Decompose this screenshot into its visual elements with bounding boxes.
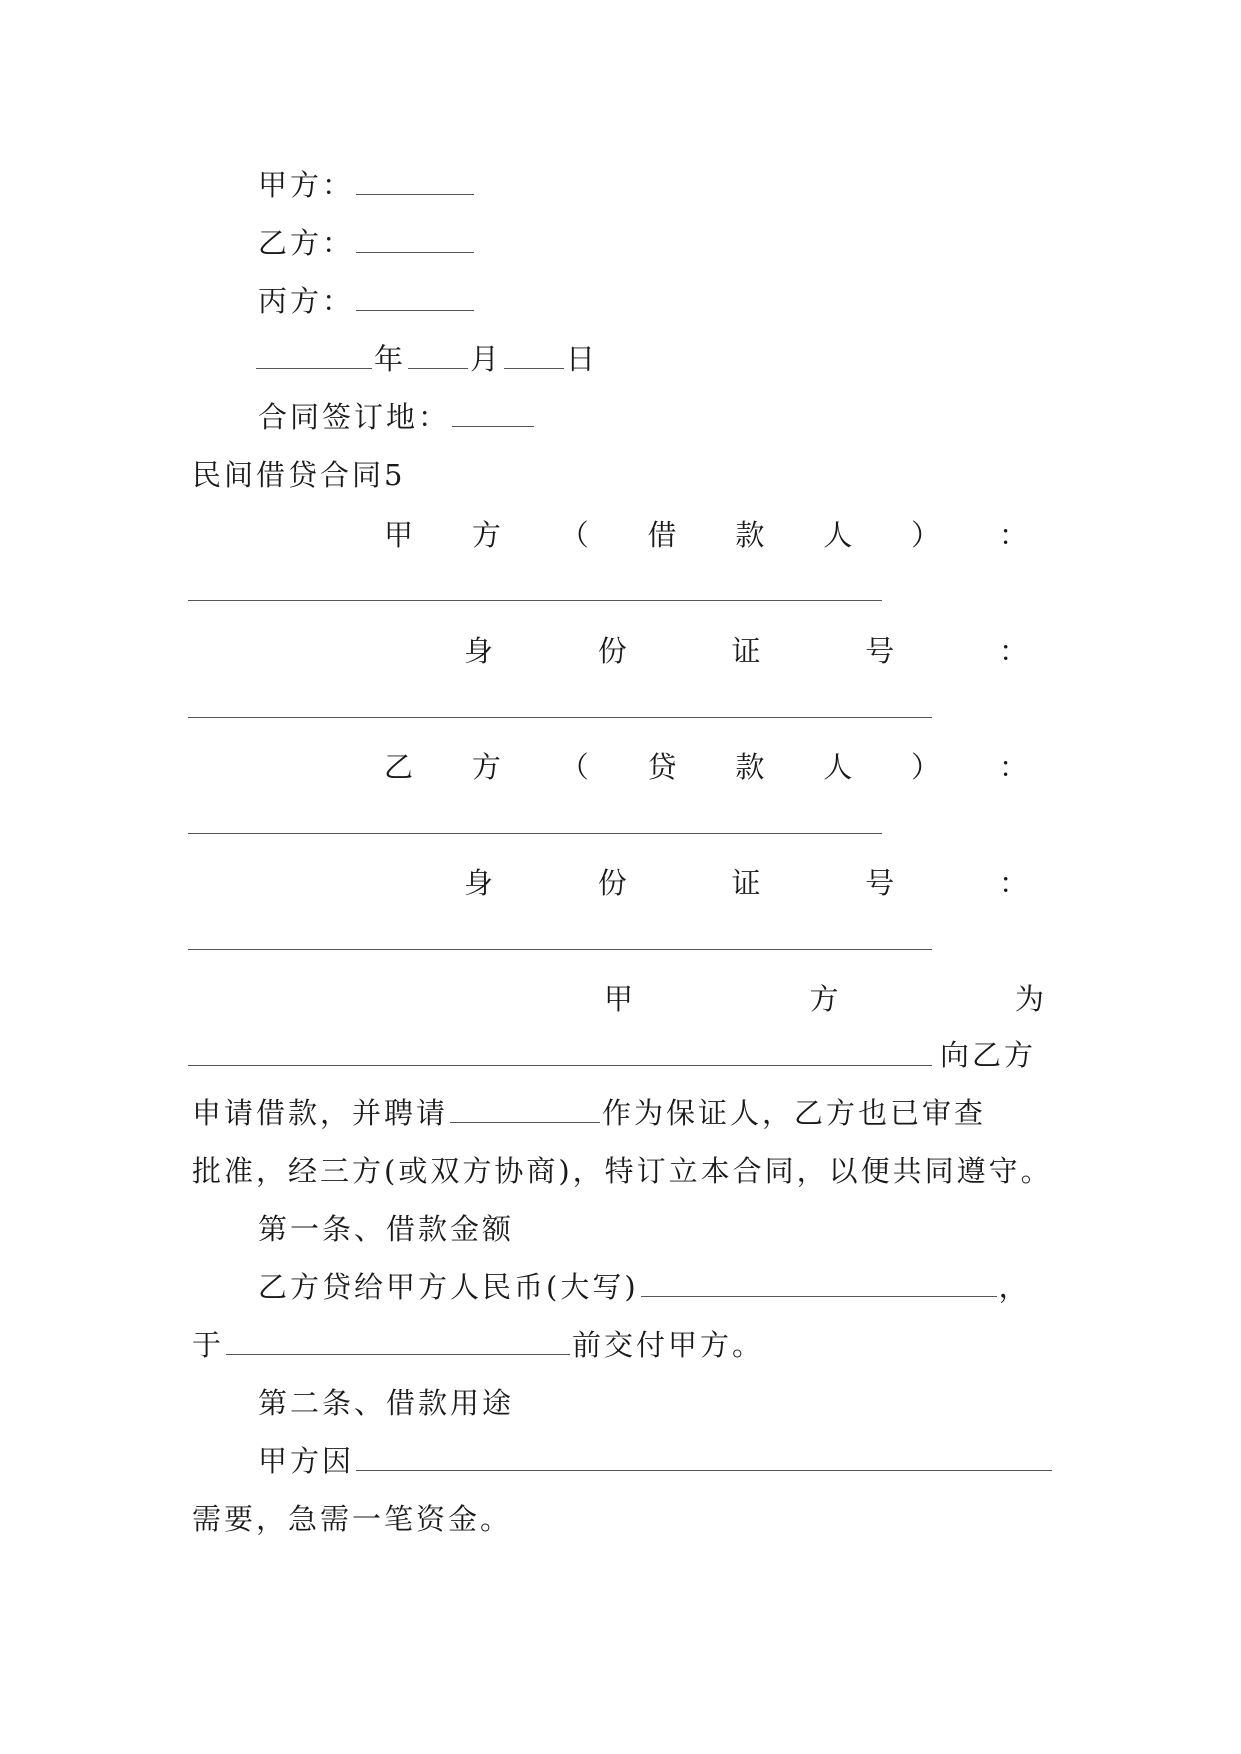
year-blank[interactable] bbox=[256, 342, 372, 369]
article2-line2: 需要，急需一笔资金。 bbox=[192, 1502, 513, 1536]
borrower-blank[interactable] bbox=[188, 600, 882, 601]
intro-row3-a: 申请借款，并聘请 bbox=[192, 1096, 449, 1130]
article1-line1 bbox=[258, 1270, 1031, 1304]
lender-id-char: 身 bbox=[464, 866, 494, 900]
lender-blank[interactable] bbox=[188, 833, 882, 834]
sign-place-line bbox=[258, 400, 536, 434]
sign-place-text: 合同签订地： bbox=[258, 400, 451, 434]
amount-blank[interactable] bbox=[641, 1270, 997, 1297]
intro-row3-b: 作为保证人，乙方也已审查 bbox=[602, 1096, 987, 1130]
borrower-char: 甲 bbox=[384, 518, 414, 552]
article2-line1 bbox=[258, 1444, 1054, 1478]
lender-char: ： bbox=[998, 750, 1028, 784]
party-a-blank[interactable] bbox=[356, 168, 474, 195]
party-b-blank[interactable] bbox=[356, 226, 474, 253]
intro-row2-tail: 向乙方 bbox=[940, 1038, 1037, 1072]
lender-id-char: 号 bbox=[865, 866, 895, 900]
lender-id-char: 证 bbox=[731, 866, 761, 900]
delivery-date-blank[interactable] bbox=[226, 1328, 570, 1355]
party-b-label bbox=[258, 226, 476, 260]
borrower-id-char: ： bbox=[998, 634, 1028, 668]
borrower-row bbox=[384, 518, 1028, 552]
lender-id-row bbox=[464, 866, 1028, 900]
intro-char: 方 bbox=[809, 982, 839, 1016]
day-text: 日 bbox=[566, 342, 599, 376]
article2-heading: 第二条、借款用途 bbox=[258, 1386, 515, 1420]
borrower-id-row bbox=[464, 634, 1028, 668]
party-b-text: 乙方： bbox=[258, 226, 355, 260]
borrower-char: 借 bbox=[647, 518, 677, 552]
borrower-id-char: 号 bbox=[865, 634, 895, 668]
month-text: 月 bbox=[470, 342, 503, 376]
intro-row1 bbox=[604, 982, 1044, 1016]
lender-char: （ bbox=[559, 750, 589, 784]
year-text: 年 bbox=[374, 342, 407, 376]
reason-blank[interactable] bbox=[356, 1444, 1052, 1471]
lender-char: 乙 bbox=[384, 750, 414, 784]
lender-char: ） bbox=[911, 750, 941, 784]
party-a-label bbox=[258, 168, 476, 202]
article2-line1-text: 甲方因 bbox=[258, 1444, 355, 1478]
lender-char: 款 bbox=[735, 750, 765, 784]
borrower-id-char: 份 bbox=[597, 634, 627, 668]
guarantor-blank[interactable] bbox=[450, 1096, 600, 1123]
lender-id-blank[interactable] bbox=[188, 949, 932, 950]
party-c-blank[interactable] bbox=[356, 284, 474, 311]
date-line bbox=[256, 342, 598, 376]
intro-char: 甲 bbox=[604, 982, 634, 1016]
article1-line2 bbox=[192, 1328, 764, 1362]
lender-row bbox=[384, 750, 1028, 784]
borrower-char: 方 bbox=[471, 518, 501, 552]
intro-row4: 批准，经三方(或双方协商)，特订立本合同，以便共同遵守。 bbox=[192, 1154, 1053, 1188]
sign-place-blank[interactable] bbox=[452, 400, 534, 427]
article1-heading: 第一条、借款金额 bbox=[258, 1212, 515, 1246]
borrower-char: 人 bbox=[823, 518, 853, 552]
borrower-id-blank[interactable] bbox=[188, 717, 932, 718]
day-blank[interactable] bbox=[504, 342, 564, 369]
borrower-id-char: 证 bbox=[731, 634, 761, 668]
lender-id-char: 份 bbox=[597, 866, 627, 900]
borrower-char: （ bbox=[559, 518, 589, 552]
contract-title: 民间借贷合同5 bbox=[192, 458, 406, 492]
borrower-char: ） bbox=[911, 518, 941, 552]
intro-char: 为 bbox=[1014, 982, 1044, 1016]
borrower-id-char: 身 bbox=[464, 634, 494, 668]
lender-char: 人 bbox=[823, 750, 853, 784]
purpose-of-borrowing-blank[interactable] bbox=[188, 1065, 932, 1066]
party-c-label bbox=[258, 284, 476, 318]
lender-char: 贷 bbox=[647, 750, 677, 784]
lender-id-char: ： bbox=[998, 866, 1028, 900]
article1-line1-end: ， bbox=[998, 1270, 1031, 1304]
article1-line1-text: 乙方贷给甲方人民币(大写) bbox=[258, 1270, 639, 1304]
party-a-text: 甲方： bbox=[258, 168, 355, 202]
party-c-text: 丙方： bbox=[258, 284, 355, 318]
intro-row3 bbox=[192, 1096, 986, 1130]
article1-line2-a: 于 bbox=[192, 1328, 225, 1362]
borrower-char: 款 bbox=[735, 518, 765, 552]
lender-char: 方 bbox=[471, 750, 501, 784]
borrower-char: ： bbox=[998, 518, 1028, 552]
article1-line2-b: 前交付甲方。 bbox=[572, 1328, 765, 1362]
month-blank[interactable] bbox=[408, 342, 468, 369]
